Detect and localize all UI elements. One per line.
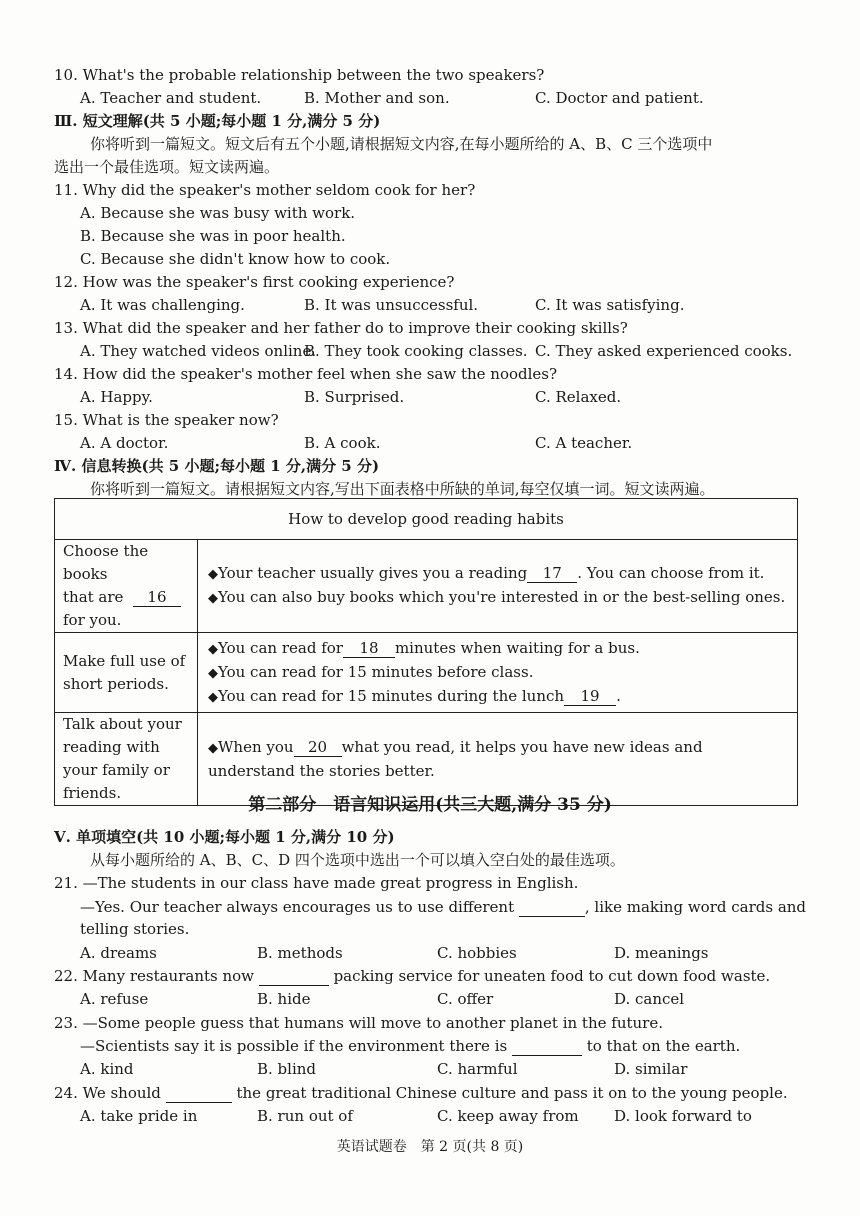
question-14-option-c: C. Relaxed. (535, 388, 622, 406)
question-15-option-c: C. A teacher. (535, 434, 633, 452)
table-row2-left: Make full use of short periods. (55, 633, 198, 713)
question-23-option-c: C. harmful (437, 1060, 518, 1078)
question-14-option-a: A. Happy. (80, 388, 153, 406)
question-13-stem: 13. What did the speaker and her father do to improve their cooking skills? (54, 319, 628, 337)
question-23-line2-a: —Scientists say it is possible if the environment there is (80, 1037, 508, 1055)
question-14-option-b: B. Surprised. (304, 388, 405, 406)
row1-left-text-a: Choose the books (63, 542, 149, 583)
blank-20[interactable]: 20 (294, 738, 342, 757)
question-22-line1-a: 22. Many restaurants now (54, 967, 255, 985)
question-10-option-b: B. Mother and son. (304, 89, 450, 107)
question-11-option-c: C. Because she didn't know how to cook. (80, 250, 391, 268)
bullet-diamond-icon: ◆ (208, 689, 218, 705)
question-22-option-b: B. hide (257, 990, 311, 1008)
bullet-diamond-icon: ◆ (208, 740, 218, 756)
blank-16[interactable]: 16 (133, 588, 181, 607)
blank-21[interactable] (519, 898, 585, 917)
question-10-option-c: C. Doctor and patient. (535, 89, 704, 107)
bullet-diamond-icon: ◆ (208, 567, 218, 582)
question-21-line2-a: —Yes. Our teacher always encourages us to use different (80, 898, 515, 916)
section-5-instruction: 从每小题所给的 A、B、C、D 四个选项中选出一个可以填入空白处的最佳选项。 (90, 851, 625, 869)
section-3-instruction-line2: 选出一个最佳选项。短文读两遍。 (54, 158, 280, 176)
blank-23[interactable] (512, 1037, 582, 1056)
question-13-option-b: B. They took cooking classes. (304, 342, 528, 360)
question-24-option-b: B. run out of (257, 1107, 353, 1125)
bullet-diamond-icon: ◆ (208, 591, 218, 606)
row3-line1-b: what you read, it helps you have new ideas and understand the stories better. (208, 737, 703, 780)
question-22-line1 (54, 965, 770, 987)
question-23-option-a: A. kind (80, 1060, 134, 1078)
table-row1-right (198, 540, 798, 633)
blank-19[interactable]: 19 (564, 687, 616, 706)
question-12-option-a: A. It was challenging. (80, 296, 245, 314)
question-22-option-c: C. offer (437, 990, 494, 1008)
question-15-stem: 15. What is the speaker now? (54, 411, 279, 429)
question-11-option-a: A. Because she was busy with work. (80, 204, 356, 222)
section-3-instruction-line1: 你将听到一篇短文。短文后有五个小题,请根据短文内容,在每小题所给的 A、B、C 三个选项中 (90, 135, 713, 153)
question-24-option-a: A. take pride in (80, 1107, 198, 1125)
row1-left-text-c: for you. (63, 611, 122, 629)
question-15-option-a: A. A doctor. (80, 434, 169, 452)
bullet-diamond-icon: ◆ (208, 641, 218, 657)
table-row1-left (55, 540, 198, 633)
blank-18[interactable]: 18 (343, 639, 395, 658)
question-13-option-c: C. They asked experienced cooks. (535, 342, 793, 360)
row1-line1-a: Your teacher usually gives you a reading (218, 564, 528, 582)
blank-22[interactable] (259, 967, 329, 986)
question-24-option-d: D. look forward to (614, 1107, 752, 1125)
question-21-line2 (80, 896, 806, 918)
row2-line3-a: You can read for 15 minutes during the lunch (218, 686, 565, 705)
row1-line2: You can also buy books which you're interested in or the best-selling ones. (218, 588, 786, 606)
question-15-option-b: B. A cook. (304, 434, 381, 452)
table-row2-right (198, 633, 798, 713)
question-23-line2-b: to that on the earth. (586, 1037, 741, 1055)
question-21-option-d: D. meanings (614, 944, 709, 962)
question-21-line3: telling stories. (80, 920, 190, 938)
reading-habits-table (54, 498, 798, 806)
question-22-option-a: A. refuse (80, 990, 149, 1008)
question-23-line1: 23. —Some people guess that humans will move to another planet in the future. (54, 1014, 663, 1032)
question-12-option-b: B. It was unsuccessful. (304, 296, 479, 314)
question-22-line1-b: packing service for uneaten food to cut down food waste. (333, 967, 771, 985)
question-21-option-c: C. hobbies (437, 944, 517, 962)
section-4-title: Ⅳ. 信息转换(共 5 小题;每小题 1 分,满分 5 分) (54, 457, 380, 475)
table-row3-left: Talk about your reading with your family or friends. (55, 713, 198, 806)
question-24-option-c: C. keep away from (437, 1107, 579, 1125)
section-3-title: Ⅲ. 短文理解(共 5 小题;每小题 1 分,满分 5 分) (54, 112, 381, 130)
page-footer: 英语试题卷 第 2 页(共 8 页) (336, 1139, 524, 1155)
section-5-title: Ⅴ. 单项填空(共 10 小题;每小题 1 分,满分 10 分) (54, 828, 395, 846)
bullet-diamond-icon: ◆ (208, 665, 218, 681)
question-22-option-d: D. cancel (614, 990, 685, 1008)
question-13-option-a: A. They watched videos online. (80, 342, 317, 360)
blank-17[interactable]: 17 (527, 564, 577, 583)
row1-line1-b: . You can choose from it. (577, 564, 765, 582)
row3-line1-a: When you (218, 737, 294, 756)
question-24-line1-a: 24. We should (54, 1084, 161, 1102)
row2-line3-b: . (616, 686, 621, 705)
blank-24[interactable] (166, 1084, 232, 1103)
row2-line1-b: minutes when waiting for a bus. (394, 638, 640, 657)
question-24-line1 (54, 1082, 788, 1104)
question-21-line2-b: , like making word cards and (584, 898, 807, 916)
row2-line2: You can read for 15 minutes before class. (218, 662, 534, 681)
question-10-stem: 10. What's the probable relationship between the two speakers? (54, 66, 545, 84)
question-21-option-a: A. dreams (80, 944, 157, 962)
question-14-stem: 14. How did the speaker's mother feel when she saw the noodles? (54, 365, 558, 383)
table-header: How to develop good reading habits (55, 499, 798, 540)
question-11-stem: 11. Why did the speaker's mother seldom cook for her? (54, 181, 476, 199)
question-23-option-b: B. blind (257, 1060, 317, 1078)
section-4-instruction: 你将听到一篇短文。请根据短文内容,写出下面表格中所缺的单词,每空仅填一词。短文读两遍。 (90, 480, 715, 498)
question-24-line1-b: the great traditional Chinese culture and pass it on to the young people. (236, 1084, 788, 1102)
question-23-line2 (80, 1035, 740, 1057)
question-23-option-d: D. similar (614, 1060, 688, 1078)
row1-left-text-b: that are (63, 588, 124, 606)
question-11-option-b: B. Because she was in poor health. (80, 227, 346, 245)
question-21-line1: 21. —The students in our class have made great progress in English. (54, 874, 579, 892)
part-2-heading: 第二部分 语言知识运用(共三大题,满分 35 分) (248, 795, 612, 815)
question-21-option-b: B. methods (257, 944, 343, 962)
row2-line1-a: You can read for (218, 638, 343, 657)
question-10-option-a: A. Teacher and student. (80, 89, 262, 107)
question-12-option-c: C. It was satisfying. (535, 296, 685, 314)
question-12-stem: 12. How was the speaker's first cooking experience? (54, 273, 455, 291)
